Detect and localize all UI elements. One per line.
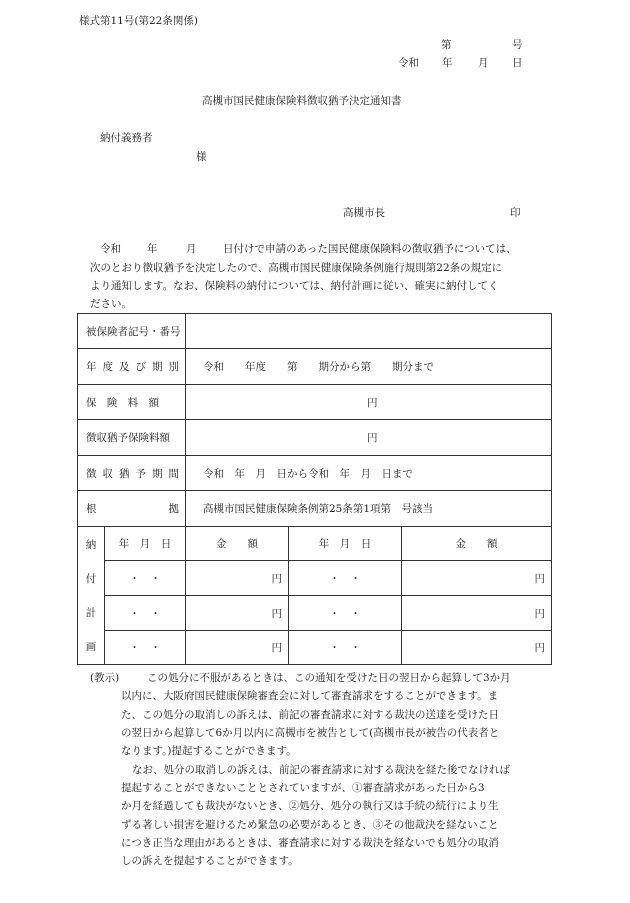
plan-date: ・ ・ xyxy=(105,631,186,665)
plan-amount-yen: 円 xyxy=(186,631,289,665)
intro-line3: より通知します。なお、保険料の納付については、納付計画に従い、確実に納付してく xyxy=(90,280,499,292)
form-number: 様式第11号(第22条関係) xyxy=(79,15,198,27)
page-title: 高槻市国民健康保険料徴収猶予決定通知書 xyxy=(202,95,402,107)
plan-row xyxy=(78,561,552,596)
plan-header-date-1: 年 月 日 xyxy=(105,527,186,561)
notes-line: なります。)提起することができます。 xyxy=(121,745,297,757)
doc-number-go: 号 xyxy=(512,39,523,51)
seal-mark: 印 xyxy=(510,207,521,219)
date-reiwa: 令和 xyxy=(398,57,419,69)
date-hi: 日 xyxy=(512,57,523,69)
insured-value xyxy=(186,314,552,349)
insured-label: 被保険者記号・番号 xyxy=(78,314,186,349)
deferred-label: 徴収猶予保険料額 xyxy=(78,420,186,456)
plan-date: ・ ・ xyxy=(289,561,402,596)
basis-label: 根 拠 xyxy=(86,503,179,515)
doc-number-dai: 第 xyxy=(441,39,452,51)
notes-line: 以内に、大阪府国民健康保険審査会に対して審査請求をすることができます。ま xyxy=(121,690,499,702)
plan-date: ・ ・ xyxy=(105,596,186,631)
row-deferred-amount xyxy=(78,420,552,456)
date-tsuki: 月 xyxy=(478,57,489,69)
intro-nen: 年 xyxy=(147,243,158,255)
deferred-yen: 円 xyxy=(186,420,552,456)
plan-header-amount-2: 金 額 xyxy=(402,527,552,561)
intro-line2: 次のとおり徴収猶予を決定したので、高槻市国民健康保険条例施行規則第22条の規定に xyxy=(90,262,503,274)
row-period xyxy=(78,349,552,385)
plan-amount-yen: 円 xyxy=(402,631,552,665)
deferral-period-label: 徴 収 猶 予 期 間 xyxy=(86,467,179,480)
basis-value: 高槻市国民健康保険条例第25条第1項第 号該当 xyxy=(186,491,552,527)
recipient-label: 納付義務者 xyxy=(100,132,153,144)
notes-line: ずる著しい損害を避けるため緊急の必要があるとき、③その他裁決を経ないこと xyxy=(121,819,499,831)
plan-date: ・ ・ xyxy=(289,631,402,665)
notes-line: につき正当な理由があるときは、審査請求に対する裁決を経ないでも処分の取消 xyxy=(121,837,499,849)
plan-amount-yen: 円 xyxy=(186,596,289,631)
notes-line: この処分に不服があるときは、この通知を受けた日の翌日から起算して3か月 xyxy=(147,672,511,684)
plan-row xyxy=(78,631,552,665)
plan-date: ・ ・ xyxy=(289,596,402,631)
mayor-name: 高槻市長 xyxy=(343,207,385,219)
intro-tsuki: 月 xyxy=(186,243,197,255)
row-insured xyxy=(78,314,552,349)
period-label: 年 度 及 び 期 別 xyxy=(86,361,179,373)
recipient-sama: 様 xyxy=(196,151,207,163)
notes-line: しの訴えを提起することができます。 xyxy=(121,855,299,867)
premium-label: 保 険 料 額 xyxy=(86,396,159,409)
notes-line: た、この処分の取消しの訴えは、前記の審査請求に対する裁決の送達を受けた日 xyxy=(121,709,499,721)
plan-amount-yen: 円 xyxy=(402,596,552,631)
date-nen: 年 xyxy=(442,57,453,69)
period-value: 令和 年度 第 期分から第 期分まで xyxy=(186,349,552,385)
plan-amount-yen: 円 xyxy=(186,561,289,596)
notes-line: か月を経過しても裁決がないとき、②処分、処分の執行又は手続の続行により生 xyxy=(121,800,499,812)
notes-line: なお、処分の取消しの訴えは、前記の審査請求に対する裁決を経た後でなければ xyxy=(132,764,510,776)
row-deferral-period xyxy=(78,456,552,491)
deferral-table xyxy=(77,313,552,665)
plan-header-amount-1: 金 額 xyxy=(186,527,289,561)
plan-header-row xyxy=(78,527,552,561)
notes-line: 提起することができないこととされていますが、①審査請求があった日から3 xyxy=(121,782,485,794)
notes-line: の翌日から起算して6か月以内に高槻市を被告として(高槻市長が被告の代表者と xyxy=(121,727,500,739)
plan-header-date-2: 年 月 日 xyxy=(289,527,402,561)
plan-amount-yen: 円 xyxy=(402,561,552,596)
plan-side-label: 納 付 計 画 xyxy=(78,527,105,665)
premium-yen: 円 xyxy=(186,385,552,420)
plan-date: ・ ・ xyxy=(105,561,186,596)
notes-label: (教示) xyxy=(90,672,120,684)
intro-line4: ださい。 xyxy=(90,298,132,310)
deferral-period-value: 令和 年 月 日から令和 年 月 日まで xyxy=(186,456,552,491)
intro-line1: 日付けで申請のあった国民健康保険料の徴収猶予については、 xyxy=(223,243,517,255)
row-basis xyxy=(78,491,552,527)
row-premium xyxy=(78,385,552,420)
intro-reiwa: 令和 xyxy=(100,243,121,255)
plan-row xyxy=(78,596,552,631)
